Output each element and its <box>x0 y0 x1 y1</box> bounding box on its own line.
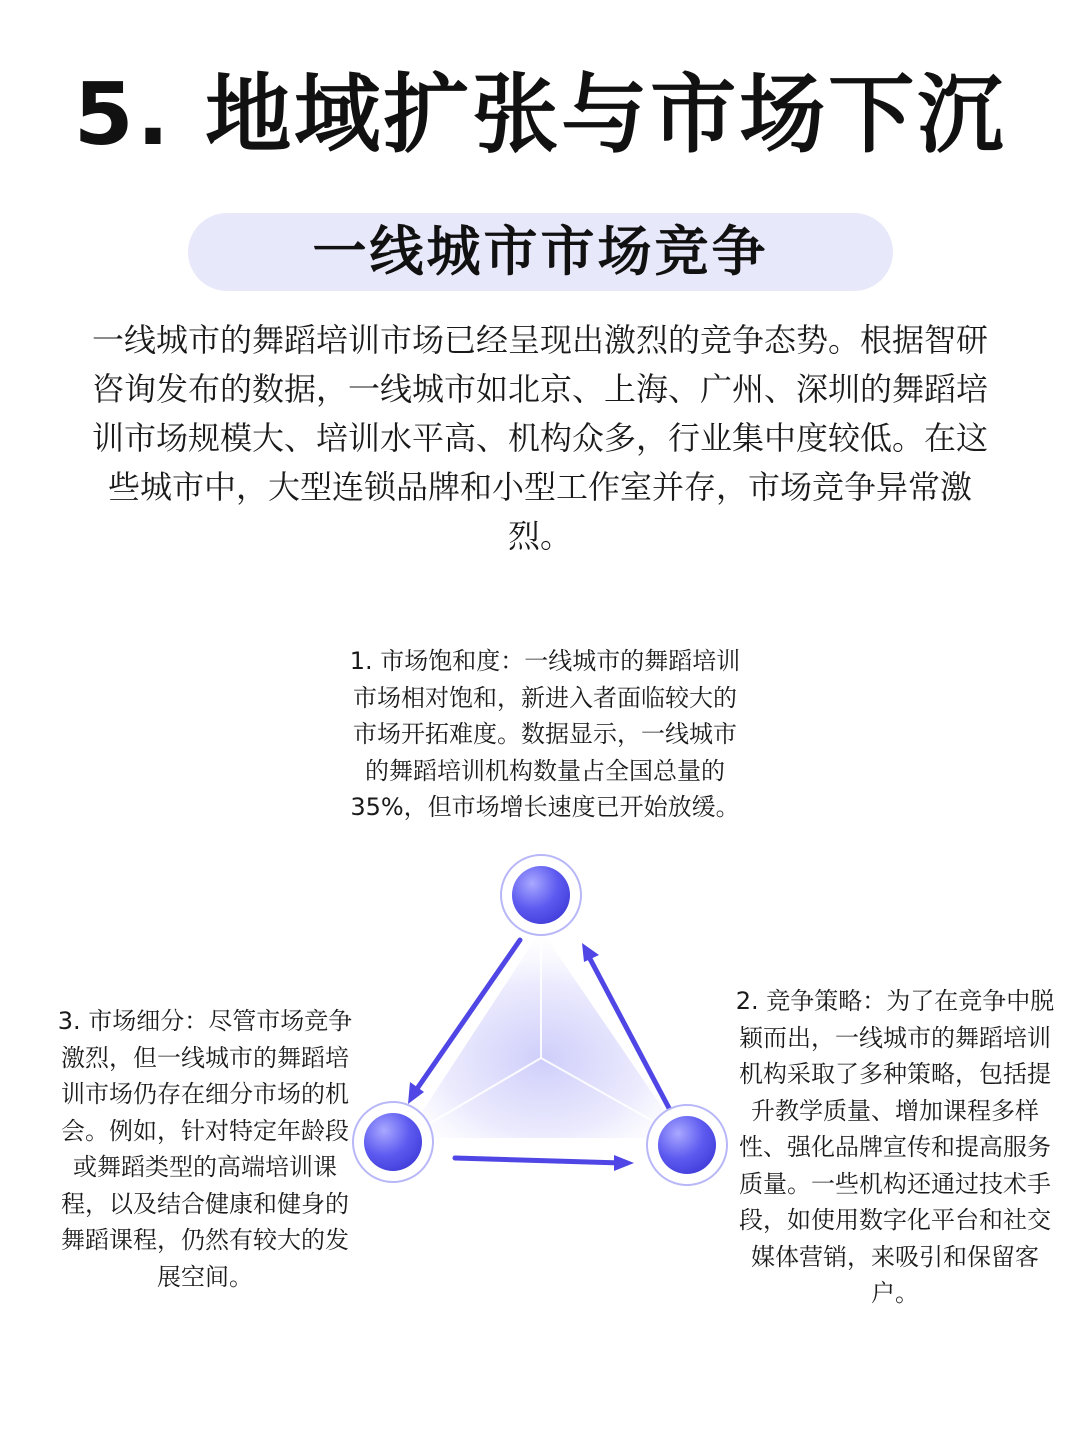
node-top <box>501 855 581 935</box>
page-title: 5. 地域扩张与市场下沉 <box>73 65 1007 165</box>
arrow-left-to-right <box>455 1155 634 1171</box>
arrow-right-to-top <box>582 943 670 1110</box>
intro-paragraph: 一线城市的舞蹈培训市场已经呈现出激烈的竞争态势。根据智研咨询发布的数据，一线城市如北京、上海、广州、深圳的舞蹈培训市场规模大、培训水平高、机构众多，行业集中度较低。在这些城市中，大型连锁品牌和小型工作室并存，市场竞争异常激烈。 <box>91 321 988 555</box>
arrow-top-to-left <box>408 940 520 1104</box>
point-competition-strategy: 2. 竞争策略：为了在竞争中脱颖而出，一线城市的舞蹈培训机构采取了多种策略，包括提升教学质量、增加课程多样性、强化品牌宣传和提高服务质量。一些机构还通过技术手段，如使用数字化平台和社交媒体营销，来吸引和保留客户。 <box>735 987 1055 1307</box>
point-market-segmentation: 3. 市场细分：尽管市场竞争激烈，但一线城市的舞蹈培训市场仍存在细分市场的机会。例如，针对特定年龄段或舞蹈类型的高端培训课程，以及结合健康和健身的舞蹈课程，仍然有较大的发展空间。 <box>57 1007 353 1291</box>
point-market-saturation: 1. 市场饱和度：一线城市的舞蹈培训市场相对饱和，新进入者面临较大的市场开拓难度。数据显示，一线城市的舞蹈培训机构数量占全国总量的35%，但市场增长速度已开始放缓。 <box>349 647 741 821</box>
triangle-body <box>405 930 683 1138</box>
node-left <box>353 1102 433 1182</box>
section-subtitle: 一线城市市场竞争 <box>312 220 769 283</box>
node-right <box>647 1105 727 1185</box>
